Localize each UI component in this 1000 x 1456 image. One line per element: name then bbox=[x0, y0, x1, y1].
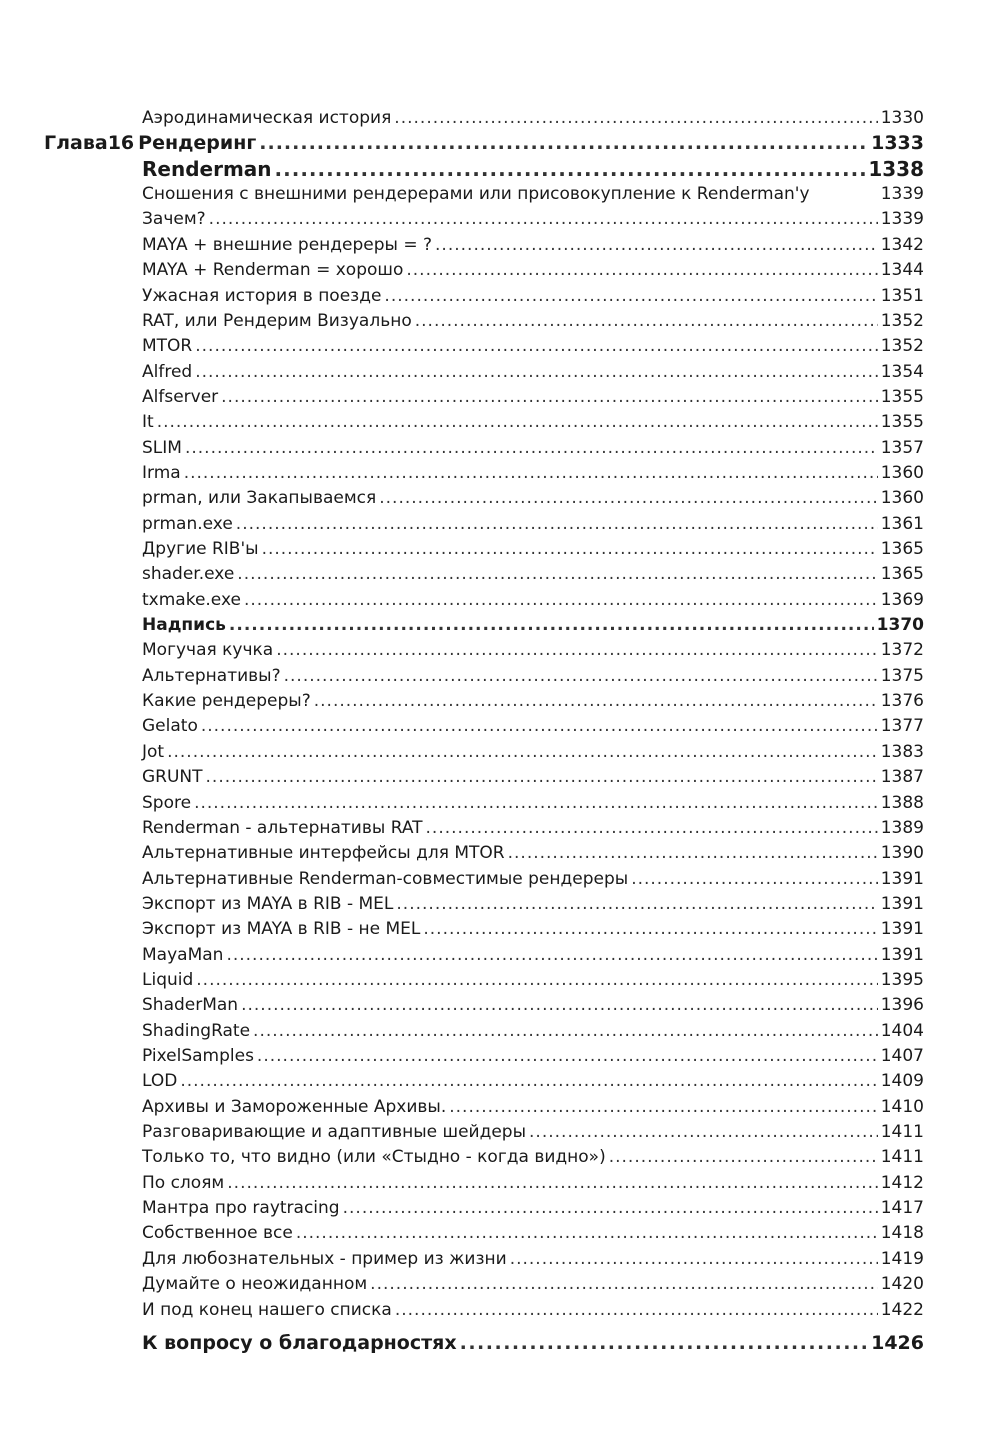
dot-leader bbox=[370, 1272, 878, 1297]
toc-page-number: 1411 bbox=[880, 1122, 924, 1142]
toc-row bbox=[142, 258, 924, 283]
dot-leader bbox=[206, 765, 878, 790]
toc-row bbox=[142, 689, 924, 714]
toc-page-number: 1339 bbox=[880, 209, 924, 230]
toc-page-number: 1404 bbox=[880, 1020, 924, 1041]
toc-row bbox=[142, 1145, 924, 1170]
toc-page-number: 1375 bbox=[880, 665, 924, 686]
dot-leader bbox=[180, 1069, 877, 1094]
toc-page-number: 1409 bbox=[880, 1071, 924, 1092]
toc-row bbox=[142, 664, 924, 689]
toc-page-number: 1377 bbox=[880, 716, 924, 737]
dot-leader bbox=[314, 689, 878, 714]
toc-entry-title: MayaMan bbox=[142, 944, 224, 965]
toc-row bbox=[142, 1069, 924, 1094]
dot-leader bbox=[508, 841, 878, 866]
dot-leader bbox=[185, 436, 878, 461]
dot-leader bbox=[237, 562, 877, 587]
toc-entry-title: К вопросу о благодарностях bbox=[142, 1331, 457, 1354]
toc-row bbox=[142, 791, 924, 816]
toc-entry-title: Собственное все bbox=[142, 1223, 293, 1244]
toc-entry-title: MTOR bbox=[142, 336, 193, 357]
toc-page-number: 1338 bbox=[868, 156, 924, 181]
toc-page-number: 1351 bbox=[880, 285, 924, 306]
toc-page-number: 1333 bbox=[871, 132, 924, 155]
toc-page-number: 1357 bbox=[880, 437, 924, 458]
toc-page-number: 1344 bbox=[880, 260, 924, 281]
toc-row bbox=[142, 284, 924, 309]
toc-entry-title: И под конец нашего списка bbox=[142, 1299, 392, 1320]
toc-entry-title: Jot bbox=[142, 741, 165, 762]
toc-row bbox=[142, 562, 924, 587]
toc-page-number: 1376 bbox=[880, 691, 924, 712]
toc-entry-title: Irma bbox=[142, 462, 181, 483]
toc-row bbox=[142, 943, 924, 968]
toc-row bbox=[142, 1196, 924, 1221]
toc-entry-title: Для любознательных - пример из жизни bbox=[142, 1248, 507, 1269]
toc-entry-title: Рендеринг bbox=[138, 132, 257, 155]
toc-entry-title: SLIM bbox=[142, 437, 182, 458]
dot-leader bbox=[184, 461, 878, 486]
toc-entry-title: shader.exe bbox=[142, 564, 235, 585]
dot-leader bbox=[426, 816, 878, 841]
toc-entry-title: Только то, что видно (или «Стыдно - когда видно») bbox=[142, 1147, 606, 1168]
toc-page-number: 1418 bbox=[880, 1223, 924, 1244]
toc-entry-title: Другие RIB'ы bbox=[142, 539, 259, 559]
toc-page-number: 1390 bbox=[880, 843, 924, 864]
toc-page-number: 1330 bbox=[880, 108, 924, 128]
toc-page-number: 1360 bbox=[880, 488, 924, 509]
toc-page-number: 1369 bbox=[880, 589, 924, 610]
toc-entry-title: MAYA + Renderman = хорошо bbox=[142, 260, 404, 281]
toc-entry-title: Аэродинамическая история bbox=[142, 108, 392, 128]
toc-page-number: 1419 bbox=[880, 1248, 924, 1269]
toc-page-number: 1391 bbox=[880, 919, 924, 940]
toc-entry-title: Ужасная история в поезде bbox=[142, 285, 382, 306]
dot-leader bbox=[396, 892, 877, 917]
dot-leader bbox=[296, 1221, 878, 1246]
toc-page-number: 1387 bbox=[880, 767, 924, 788]
dot-leader bbox=[460, 1331, 869, 1356]
toc-row bbox=[142, 537, 924, 562]
toc-page-number: 1411 bbox=[880, 1147, 924, 1168]
toc-page-number: 1370 bbox=[876, 615, 924, 635]
toc-entry-title: Renderman - альтернативы RAT bbox=[142, 817, 423, 838]
toc-entry-title: GRUNT bbox=[142, 767, 203, 788]
toc-row bbox=[142, 917, 924, 942]
toc-page-number: 1365 bbox=[880, 564, 924, 585]
dot-leader bbox=[209, 207, 878, 232]
toc-entry-title: Альтернативы? bbox=[142, 665, 281, 686]
toc-row bbox=[142, 207, 924, 232]
dot-leader bbox=[449, 1095, 878, 1120]
toc-page-number: 1420 bbox=[880, 1274, 924, 1295]
dot-leader bbox=[221, 385, 878, 410]
toc-entry-title: prman, или Закапываемся bbox=[142, 488, 377, 509]
toc-entry-title: Liquid bbox=[142, 969, 194, 990]
dot-leader bbox=[384, 284, 877, 309]
dot-leader bbox=[343, 1196, 878, 1221]
toc-row bbox=[142, 461, 924, 486]
toc-page-number: 1417 bbox=[880, 1198, 924, 1218]
toc-entry-title: Разговаривающие и адаптивные шейдеры bbox=[142, 1122, 527, 1142]
toc-page-number: 1395 bbox=[880, 969, 924, 990]
toc-row bbox=[142, 334, 924, 359]
toc-row bbox=[142, 512, 924, 537]
toc-entry-title: RAT, или Рендерим Визуально bbox=[142, 310, 412, 331]
toc-row bbox=[142, 816, 924, 841]
toc-entry-title: Альтернативные интерфейсы для MTOR bbox=[142, 843, 505, 864]
toc-row bbox=[142, 233, 924, 258]
dot-leader bbox=[196, 968, 877, 993]
toc-entry-title: Альтернативные Renderman-совместимые рендереры bbox=[142, 868, 629, 889]
toc-row bbox=[142, 613, 924, 638]
toc-entry-title: Экспорт из MAYA в RIB - MEL bbox=[142, 893, 394, 914]
toc-row bbox=[142, 638, 924, 663]
dot-leader bbox=[195, 334, 877, 359]
dot-leader bbox=[276, 638, 878, 663]
toc-page-number: 1426 bbox=[871, 1331, 924, 1354]
toc-row bbox=[142, 410, 924, 435]
dot-leader bbox=[510, 1247, 878, 1272]
toc-row bbox=[142, 1044, 924, 1069]
toc-entry-title: Зачем? bbox=[142, 209, 206, 230]
toc-page-number: 1339 bbox=[880, 184, 924, 205]
toc-row bbox=[142, 1120, 924, 1145]
dot-leader bbox=[275, 157, 866, 182]
dot-leader bbox=[394, 106, 877, 131]
toc-page-number: 1396 bbox=[880, 995, 924, 1016]
toc-entry-title: Экспорт из MAYA в RIB - не MEL bbox=[142, 919, 421, 940]
dot-leader bbox=[423, 917, 877, 942]
toc-entry-title: По слоям bbox=[142, 1172, 225, 1193]
toc-page-number: 1388 bbox=[880, 792, 924, 813]
toc-row bbox=[142, 765, 924, 790]
toc-entry-title: Какие рендереры? bbox=[142, 691, 311, 712]
toc-row bbox=[142, 1272, 924, 1297]
dot-leader bbox=[529, 1120, 878, 1145]
toc-entry-title: LOD bbox=[142, 1071, 178, 1092]
toc-row bbox=[142, 968, 924, 993]
dot-leader bbox=[236, 512, 878, 537]
toc-row bbox=[142, 436, 924, 461]
toc-row bbox=[142, 1019, 924, 1044]
toc-row bbox=[142, 157, 924, 182]
dot-leader bbox=[631, 867, 878, 892]
dot-leader bbox=[195, 360, 878, 385]
toc-row bbox=[142, 993, 924, 1018]
toc-page-number: 1391 bbox=[880, 944, 924, 965]
dot-leader bbox=[167, 740, 878, 765]
dot-leader bbox=[244, 588, 878, 613]
toc-entry-title: Архивы и Замороженные Архивы. bbox=[142, 1096, 447, 1117]
toc-page-number: 1342 bbox=[880, 234, 924, 255]
toc-row bbox=[142, 309, 924, 334]
toc-page-number: 1422 bbox=[880, 1299, 924, 1320]
toc-row bbox=[142, 740, 924, 765]
toc-entry-title: PixelSamples bbox=[142, 1046, 254, 1066]
toc-entry-title: Alfserver bbox=[142, 386, 219, 407]
toc-page-number: 1410 bbox=[880, 1096, 924, 1117]
chapter-label: Глава16 bbox=[44, 132, 135, 155]
toc-row bbox=[142, 588, 924, 613]
dot-leader bbox=[227, 1171, 877, 1196]
toc-page-number: 1407 bbox=[880, 1046, 924, 1066]
toc-page-number: 1391 bbox=[880, 868, 924, 889]
toc-page-number: 1355 bbox=[880, 412, 924, 433]
toc-page-number: 1355 bbox=[880, 386, 924, 407]
dot-leader bbox=[241, 993, 878, 1018]
dot-leader bbox=[435, 233, 878, 258]
toc-row bbox=[142, 867, 924, 892]
dot-leader bbox=[609, 1145, 878, 1170]
toc-row bbox=[142, 1331, 924, 1356]
toc-page-number: 1360 bbox=[880, 462, 924, 483]
toc-row bbox=[142, 106, 924, 131]
dot-leader bbox=[253, 1019, 878, 1044]
toc-page-number: 1352 bbox=[880, 336, 924, 357]
toc-page-number: 1372 bbox=[880, 640, 924, 661]
toc-entry-title: Надпись bbox=[142, 615, 226, 635]
toc-page-number: 1365 bbox=[880, 539, 924, 559]
toc-row bbox=[142, 1221, 924, 1246]
toc-page-number: 1352 bbox=[880, 310, 924, 331]
dot-leader bbox=[201, 714, 878, 739]
dot-leader bbox=[415, 309, 878, 334]
toc-row bbox=[142, 892, 924, 917]
toc-row bbox=[142, 182, 924, 207]
toc-row bbox=[142, 714, 924, 739]
toc-entry-title: Spore bbox=[142, 792, 192, 813]
toc-row bbox=[142, 385, 924, 410]
toc-entry-title: Сношения с внешними рендерерами или присовокупление к Renderman'у bbox=[142, 184, 810, 205]
toc-entry-title: MAYA + внешние рендереры = ? bbox=[142, 234, 433, 255]
toc-page-number: 1361 bbox=[880, 513, 924, 534]
dot-leader bbox=[157, 410, 878, 435]
toc-entry-title: It bbox=[142, 412, 154, 433]
toc-page-number: 1354 bbox=[880, 361, 924, 382]
toc-page-number: 1383 bbox=[880, 741, 924, 762]
toc-entry-title: Мантра про raytracing bbox=[142, 1198, 340, 1218]
dot-leader bbox=[226, 943, 877, 968]
dot-leader bbox=[395, 1298, 878, 1323]
toc-row bbox=[142, 1095, 924, 1120]
toc-entry-title: txmake.exe bbox=[142, 589, 241, 610]
dot-leader bbox=[259, 131, 868, 156]
dot-leader bbox=[284, 664, 878, 689]
toc-entry-title: ShadingRate bbox=[142, 1020, 251, 1041]
toc-entry-title: Могучая кучка bbox=[142, 640, 274, 661]
dot-leader bbox=[194, 791, 878, 816]
toc-entry-title: Думайте о неожиданном bbox=[142, 1274, 368, 1295]
toc-row bbox=[142, 1171, 924, 1196]
dot-leader bbox=[262, 537, 878, 562]
dot-leader bbox=[257, 1044, 878, 1069]
toc-entry-title: Gelato bbox=[142, 716, 198, 737]
toc-chapter-row bbox=[44, 131, 924, 156]
toc-page-number: 1389 bbox=[880, 817, 924, 838]
toc-page-number: 1412 bbox=[880, 1172, 924, 1193]
dot-leader bbox=[229, 613, 874, 638]
toc-row bbox=[142, 1298, 924, 1323]
toc-row bbox=[142, 841, 924, 866]
toc-page-number: 1391 bbox=[880, 893, 924, 914]
toc-entry-title: ShaderMan bbox=[142, 995, 239, 1016]
toc-entry-title: Alfred bbox=[142, 361, 193, 382]
toc-row bbox=[142, 360, 924, 385]
dot-leader bbox=[379, 486, 877, 511]
toc-row bbox=[142, 1247, 924, 1272]
toc-row bbox=[142, 486, 924, 511]
dot-leader bbox=[406, 258, 877, 283]
toc-entry-title: prman.exe bbox=[142, 513, 233, 534]
toc-entry-title: Renderman bbox=[142, 156, 272, 181]
